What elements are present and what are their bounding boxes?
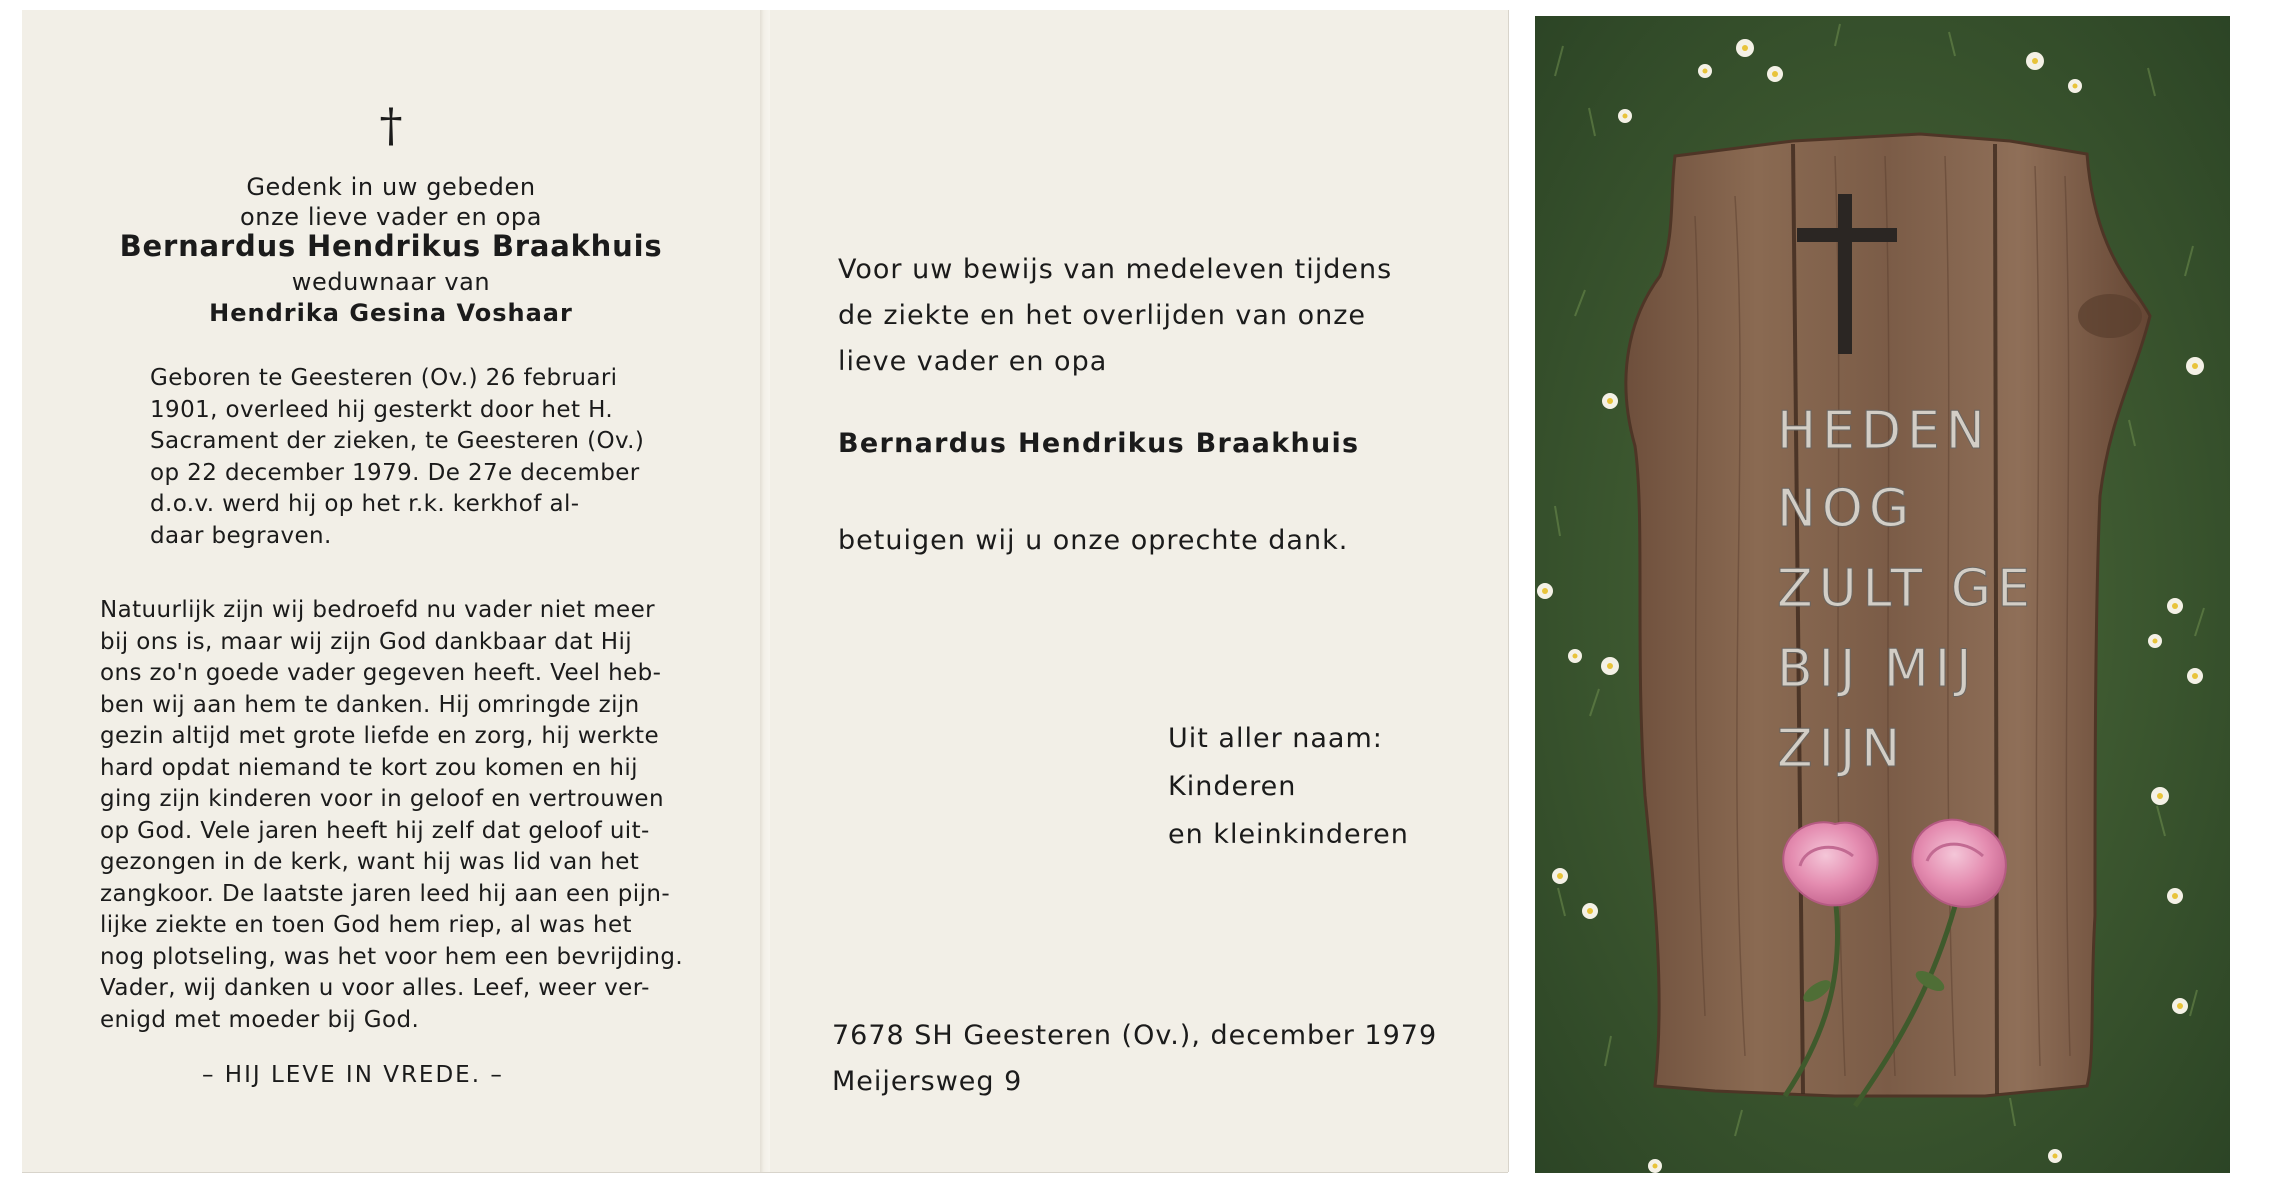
thanks-text: betuigen wij u onze oprechte dank. <box>838 525 1349 556</box>
signature-line: Uit aller naam: <box>1168 723 1383 754</box>
signature-block <box>1168 715 1409 859</box>
address-block <box>832 1013 1437 1105</box>
thanks-intro-line: lieve vader en opa <box>838 346 1108 377</box>
card-fold-line <box>760 10 770 1172</box>
inscription-line: HEDEN <box>1777 401 1991 461</box>
memorial-line: Natuurlijk zijn wij bedroefd nu vader niet meer <box>100 597 655 623</box>
deceased-name: Bernardus Hendrikus Braakhuis <box>119 229 663 263</box>
right-panel <box>770 10 1508 1172</box>
thanks-intro <box>838 247 1392 385</box>
birth-line: daar begraven. <box>150 522 332 549</box>
intro-line-1: Gedenk in uw gebeden <box>246 173 536 201</box>
inscription-line: NOG <box>1777 479 1916 539</box>
memorial-line: Vader, wij danken u voor alles. Leef, weer ver- <box>100 975 650 1001</box>
signature-line: en kleinkinderen <box>1168 819 1409 850</box>
left-panel <box>22 10 760 1172</box>
birth-line: d.o.v. werd hij op het r.k. kerkhof al- <box>150 491 580 517</box>
inscription-line: ZULT GE <box>1777 559 2036 619</box>
thanks-intro-line: Voor uw bewijs van medeleven tijdens <box>838 254 1393 285</box>
birth-line: 1901, overleed hij gesterkt door het H. <box>150 396 614 423</box>
deceased-name-thanks: Bernardus Hendrikus Braakhuis <box>838 428 1360 459</box>
birth-line: Sacrament der zieken, te Geesteren (Ov.) <box>150 428 645 454</box>
birth-paragraph <box>150 363 650 552</box>
memorial-line: nog plotseling, was het voor hem een bevrijding. <box>100 943 684 970</box>
widower-label: weduwnaar van <box>291 268 491 296</box>
closing-phrase: – HIJ LEVE IN VREDE. – <box>202 1062 504 1088</box>
memorial-line: zangkoor. De laatste jaren leed hij aan een pijn- <box>100 880 671 907</box>
memorial-line: hard opdat niemand te kort zou komen en hij <box>100 754 638 781</box>
memorial-line: gezongen in de kerk, want hij was lid van het <box>100 849 640 875</box>
cross-icon: † <box>379 98 403 152</box>
wood-knot <box>2078 294 2142 338</box>
memorial-line: bij ons is, maar wij zijn God dankbaar dat Hij <box>100 628 633 655</box>
memorial-photo <box>1535 16 2230 1173</box>
thanks-line <box>838 518 1348 564</box>
address-line: 7678 SH Geesteren (Ov.), december 1979 <box>832 1020 1438 1051</box>
birth-line: Geboren te Geesteren (Ov.) 26 februari <box>150 365 618 391</box>
memorial-line: ons zo'n goede vader gegeven heeft. Veel heb- <box>100 660 662 686</box>
inscription-line: BIJ MIJ <box>1777 639 1978 699</box>
memorial-line: ging zijn kinderen voor in geloof en vertrouwen <box>100 786 664 812</box>
memorial-line: ben wij aan hem te danken. Hij omringde zijn <box>100 691 640 718</box>
intro-line-2: onze lieve vader en opa <box>239 203 543 231</box>
signature-line: Kinderen <box>1168 771 1297 802</box>
memorial-line: gezin altijd met grote liefde en zorg, hij werkte <box>100 723 659 749</box>
inscription-line: ZIJN <box>1777 719 1907 779</box>
thanks-intro-line: de ziekte en het overlijden van onze <box>838 300 1367 331</box>
memorial-line: op God. Vele jaren heeft hij zelf dat geloof uit- <box>100 817 650 844</box>
memorial-line: lijke ziekte en toen God hem riep, al was het <box>100 912 632 938</box>
spouse-name: Hendrika Gesina Voshaar <box>209 299 573 327</box>
memorial-line: enigd met moeder bij God. <box>100 1006 420 1033</box>
memorial-paragraph <box>100 595 700 1036</box>
address-line: Meijersweg 9 <box>832 1066 1023 1097</box>
photo-illustration <box>1535 16 2230 1173</box>
birth-line: op 22 december 1979. De 27e december <box>150 459 640 486</box>
